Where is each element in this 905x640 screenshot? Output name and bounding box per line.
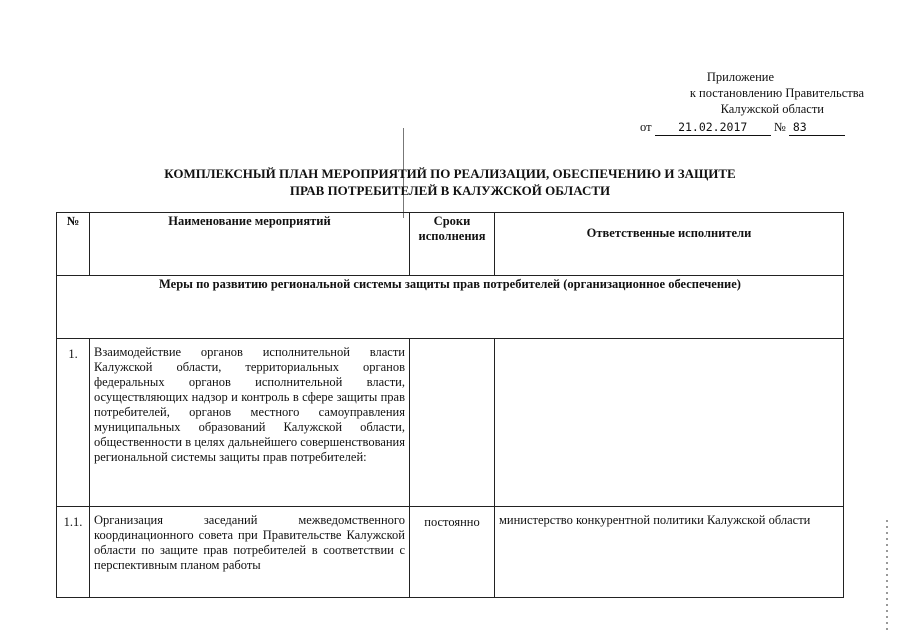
- row-num: 1.: [57, 339, 90, 507]
- header-term: Сроки исполнения: [410, 213, 495, 276]
- section-title: Меры по развитию региональной системы защиты прав потребителей (организационное обеспечение): [57, 276, 844, 339]
- annex-line-1: Приложение: [706, 70, 774, 84]
- title-line-1: КОМПЛЕКСНЫЙ ПЛАН МЕРОПРИЯТИЙ ПО РЕАЛИЗАЦИИ, ОБЕСПЕЧЕНИЮ И ЗАЩИТЕ: [164, 166, 736, 181]
- from-label: от: [640, 120, 652, 134]
- row-term: [410, 339, 495, 507]
- table-row: [57, 507, 844, 598]
- header-responsible: Ответственные исполнители: [495, 213, 844, 276]
- row-responsible: министерство конкурентной политики Калужской области: [495, 507, 844, 598]
- plan-table: [56, 212, 844, 598]
- title-line-2: ПРАВ ПОТРЕБИТЕЛЕЙ В КАЛУЖСКОЙ ОБЛАСТИ: [289, 183, 611, 198]
- annex-date-line: [600, 119, 900, 136]
- row-name: Взаимодействие органов исполнительной власти Калужской области, территориальных органов федеральных органов исполнительной власти, осуществляющих надзор и контроль в сфере защиты прав потребителей, органов местного самоуправления муниципальных образований Калужской области, общественности в целях дальнейшего совершенствования региональной системы защиты прав потребителей:: [90, 339, 410, 507]
- annex-line-2: к постановлению Правительства: [689, 86, 864, 100]
- row-term: постоянно: [410, 507, 495, 598]
- header-name: Наименование мероприятий: [90, 213, 410, 276]
- row-responsible: [495, 339, 844, 507]
- scan-artifact: [886, 520, 888, 630]
- number-label: №: [773, 120, 786, 134]
- row-num: 1.1.: [57, 507, 90, 598]
- header-num: №: [57, 213, 90, 276]
- date-field: 21.02.2017: [655, 119, 771, 136]
- annex-line-3: Калужской области: [720, 102, 824, 116]
- number-field: 83: [789, 119, 845, 136]
- table-header-row: [57, 213, 844, 276]
- row-name: Организация заседаний межведомственного координационного совета при Правительстве Калужской области по защите прав потребителей в соответствии с перспективным планом работы: [90, 507, 410, 598]
- document-title: [100, 165, 800, 199]
- section-row: [57, 276, 844, 339]
- table-row: [57, 339, 844, 507]
- annex-block: [600, 69, 900, 136]
